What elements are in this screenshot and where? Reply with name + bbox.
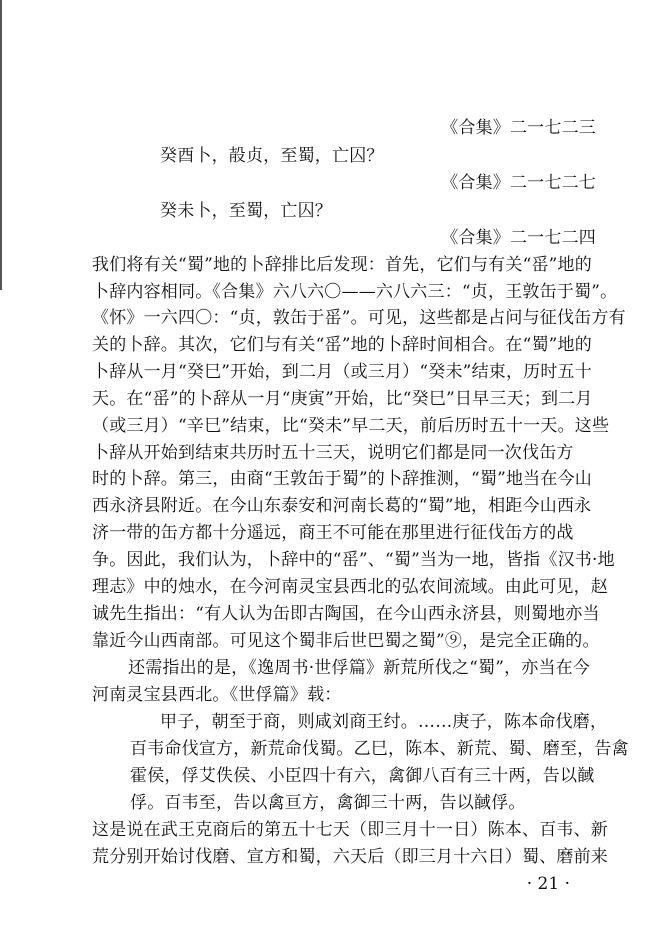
body-line: （或三月）“辛巳”结束，比“癸未”早二天，前后历时五十一天。这些 <box>92 416 610 436</box>
body-line: 卜辞内容相同。《合集》六八六〇——六八六三：“贞，王敦缶于蜀”。 <box>92 282 618 302</box>
body-line: 关的卜辞。其次，它们与有关“䍃”地的卜辞时间相合。在“蜀”地的 <box>92 335 592 355</box>
quotation-line: 俘。百韦至，告以禽亘方，禽御三十两，告以馘俘。 <box>130 793 526 813</box>
oracle-inscription-line: 癸酉卜，㱿贞，至蜀，亡囚？ <box>160 146 384 166</box>
body-line: 卜辞从一月“癸巳”开始，到二月（或三月）“癸未”结束，历时五十 <box>92 362 592 382</box>
oracle-inscription-line: 癸未卜，至蜀，亡囚？ <box>160 201 332 221</box>
citation-line: 《合集》二一七二三 <box>441 118 596 138</box>
body-line: 《怀》一六四〇：“贞，敦缶于䍃”。可见，这些都是占问与征伐缶方有 <box>92 308 626 328</box>
citation-line: 《合集》二一七二七 <box>441 173 596 193</box>
body-line: 河南灵宝县西北。《世俘篇》载： <box>92 685 342 705</box>
body-line: 争。因此，我们认为，卜辞中的“䍃”、“蜀”当为一地，皆指《汉书·地 <box>92 550 615 570</box>
scan-edge-line <box>0 0 2 290</box>
body-line: 靠近今山西南部。可见这个蜀非后世巴蜀之蜀”⑨，是完全正确的。 <box>92 631 600 651</box>
quotation-line: 百韦命伐宣方，新荒命伐蜀。乙巳，陈本、新荒、蜀、磨至，告禽 <box>130 739 629 759</box>
body-line: 我们将有关“蜀”地的卜辞排比后发现：首先，它们与有关“䍃”地的 <box>92 255 592 275</box>
body-line: 这是说在武王克商后的第五十七天（即三月十一日）陈本、百韦、新 <box>92 820 608 840</box>
body-line: 理志》中的烛水，在今河南灵宝县西北的弘农间流域。由此可见，赵 <box>92 577 608 597</box>
body-line: 济一带的缶方都十分遥远，商王不可能在那里进行征伐缶方的战 <box>92 523 574 543</box>
body-line: 天。在“䍃”的卜辞从一月“庚寅”开始，比“癸巳”日早三天；到二月 <box>92 389 593 409</box>
citation-line: 《合集》二一七二四 <box>441 228 596 248</box>
body-line: 时的卜辞。第三，由商“王敦缶于蜀”的卜辞推测，“蜀”地当在今山 <box>92 469 592 489</box>
body-line: 荒分别开始讨伐磨、宣方和蜀，六天后（即三月十六日）蜀、磨前来 <box>92 847 608 867</box>
body-line: 卜辞从开始到结束共历时五十三天，说明它们都是同一次伐缶方 <box>92 443 574 463</box>
body-line: 西永济县附近。在今山东泰安和河南长葛的“蜀”地，相距今山西永 <box>92 496 592 516</box>
quotation-line: 甲子，朝至于商，则咸刘商王纣。……庚子，陈本命伐磨， <box>160 712 608 732</box>
page-number: · 21 · <box>526 874 570 894</box>
body-line: 诚先生指出：“有人认为缶即古陶国，在今山西永济县，则蜀地亦当 <box>92 604 600 624</box>
body-line: 还需指出的是，《逸周书·世俘篇》新荒所伐之“蜀”，亦当在今 <box>128 658 591 678</box>
quotation-line: 霍侯，俘艾佚侯、小臣四十有六，禽御八百有三十两，告以馘 <box>130 766 595 786</box>
